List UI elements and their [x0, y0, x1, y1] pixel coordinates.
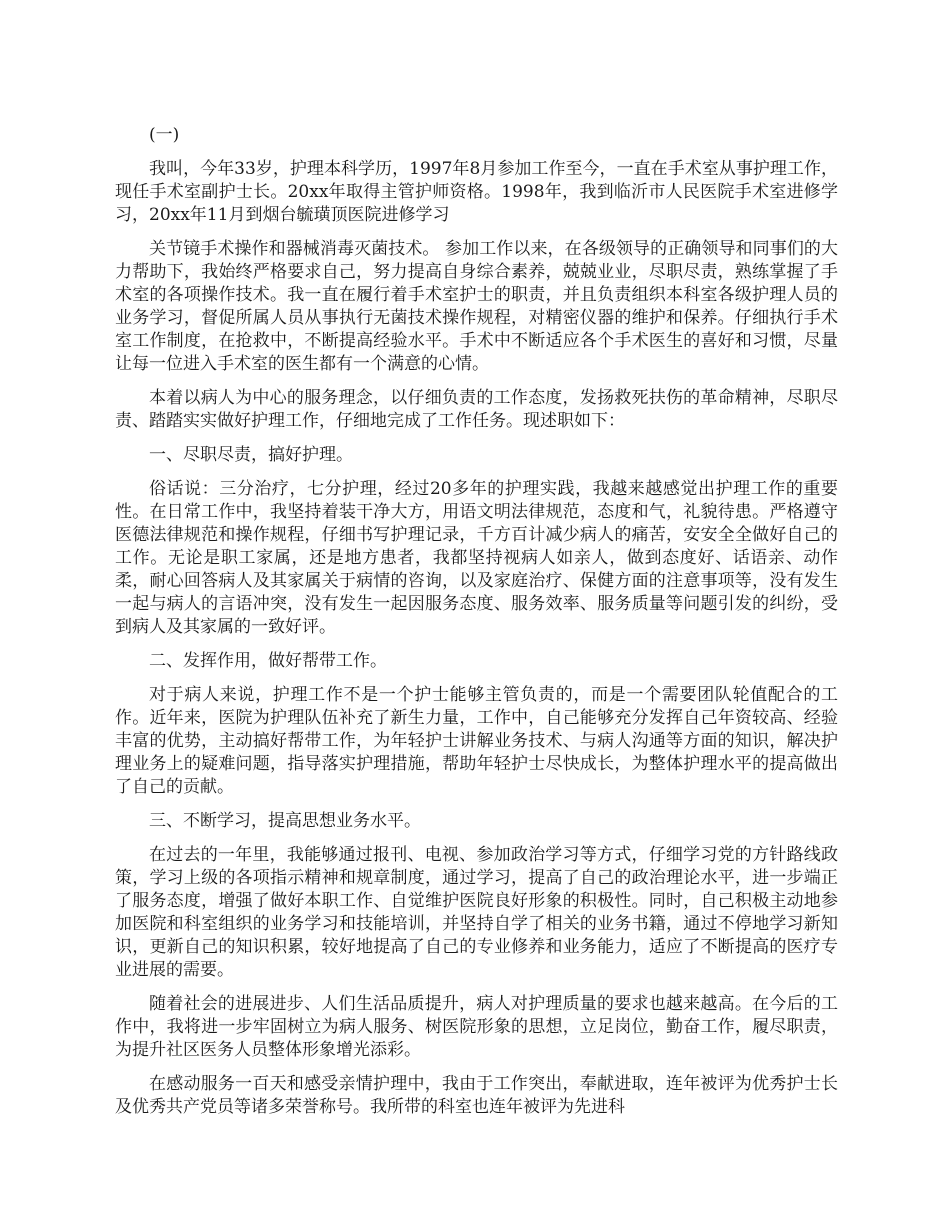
heading-2: 二、发挥作用，做好帮带工作。	[149, 651, 387, 671]
honors-paragraph: 在感动服务一百天和感受亲情护理中，我由于工作突出，奉献进取，连年被评为优秀护士长及优秀共产党员等诸多荣誉称号。我所带的科室也连年被评为先进科	[115, 1074, 838, 1117]
skills-paragraph: 关节镜手术操作和器械消毒灭菌技术。 参加工作以来，在各级领导的正确领导和同事们的大力帮助下，我始终严格要求自己，努力提高自身综合素养，兢兢业业，尽职尽责，熟练掌握了手术室的各项操作技术。我一直在履行着手术室护士的职责，并且负责组织本科室各级护理人员的业务学习，督促所属人员从事执行无菌技术操作规程，对精密仪器的维护和保养。仔细执行手术室工作制度，在抢救中，不断提高经验水平。手术中不断适应各个手术医生的喜好和习惯，尽量让每一位进入手术室的医生都有一个满意的心情。	[115, 239, 838, 374]
learning-paragraph: 在过去的一年里，我能够通过报刊、电视、参加政治学习等方式，仔细学习党的方针路线政策，学习上级的各项指示精神和规章制度，通过学习，提高了自己的政治理论水平，进一步端正了服务态度，增强了做好本职工作、自觉维护医院良好形象的积极性。同时，自己积极主动地参加医院和科室组织的业务学习和技能培训，并坚持自学了相关的业务书籍，通过不停地学习新知识，更新自己的知识积累，较好地提高了自己的专业修养和业务能力，适应了不断提高的医疗专业进展的需要。	[115, 845, 838, 980]
outlook-paragraph: 随着社会的进展进步、人们生活品质提升，病人对护理质量的要求也越来越高。在今后的工作中，我将进一步牢固树立为病人服务、树医院形象的思想，立足岗位，勤奋工作，履尽职责，为提升社区医务人员整体形象增光添彩。	[115, 994, 838, 1060]
heading-3: 三、不断学习，提高思想业务水平。	[149, 811, 421, 831]
mentoring-paragraph: 对于病人来说，护理工作不是一个护士能够主管负责的，而是一个需要团队轮值配合的工作。近年来，医院为护理队伍补充了新生力量，工作中，自己能够充分发挥自己年资较高、经验丰富的优势，主动搞好帮带工作，为年轻护士讲解业务技术、与病人沟通等方面的知识，解决护理业务上的疑难问题，指导落实护理措施，帮助年轻护士尽快成长，为整体护理水平的提高做出了自己的贡献。	[115, 685, 838, 797]
service-philosophy-paragraph: 本着以病人为中心的服务理念，以仔细负责的工作态度，发扬救死扶伤的革命精神，尽职尽责、踏踏实实做好护理工作，仔细地完成了工作任务。现述职如下：	[115, 388, 838, 431]
intro-paragraph: 我叫，今年33岁，护理本科学历，1997年8月参加工作至今，一直在手术室从事护理工作，现任手术室副护士长。20xx年取得主管护师资格。1998年，我到临沂市人民医院手术室进修学习，20xx年11月到烟台毓璜顶医院进修学习	[115, 159, 838, 225]
nursing-practice-paragraph: 俗话说：三分治疗，七分护理，经过20多年的护理实践，我越来越感觉出护理工作的重要性。在日常工作中，我坚持着装干净大方，用语文明法律规范，态度和气，礼貌待患。严格遵守医德法律规范和操作规程，仔细书写护理记录，千方百计减少病人的痛苦，安安全全做好自己的工作。无论是职工家属，还是地方患者，我都坚持视病人如亲人，做到态度好、话语亲、动作柔，耐心回答病人及其家属关于病情的咨询，以及家庭治疗、保健方面的注意事项等，没有发生一起与病人的言语冲突，没有发生一起因服务态度、服务效率、服务质量等问题引发的纠纷，受到病人及其家属的一致好评。	[115, 479, 838, 637]
section-number: (一)	[149, 125, 180, 145]
heading-1: 一、尽职尽责，搞好护理。	[149, 445, 353, 465]
